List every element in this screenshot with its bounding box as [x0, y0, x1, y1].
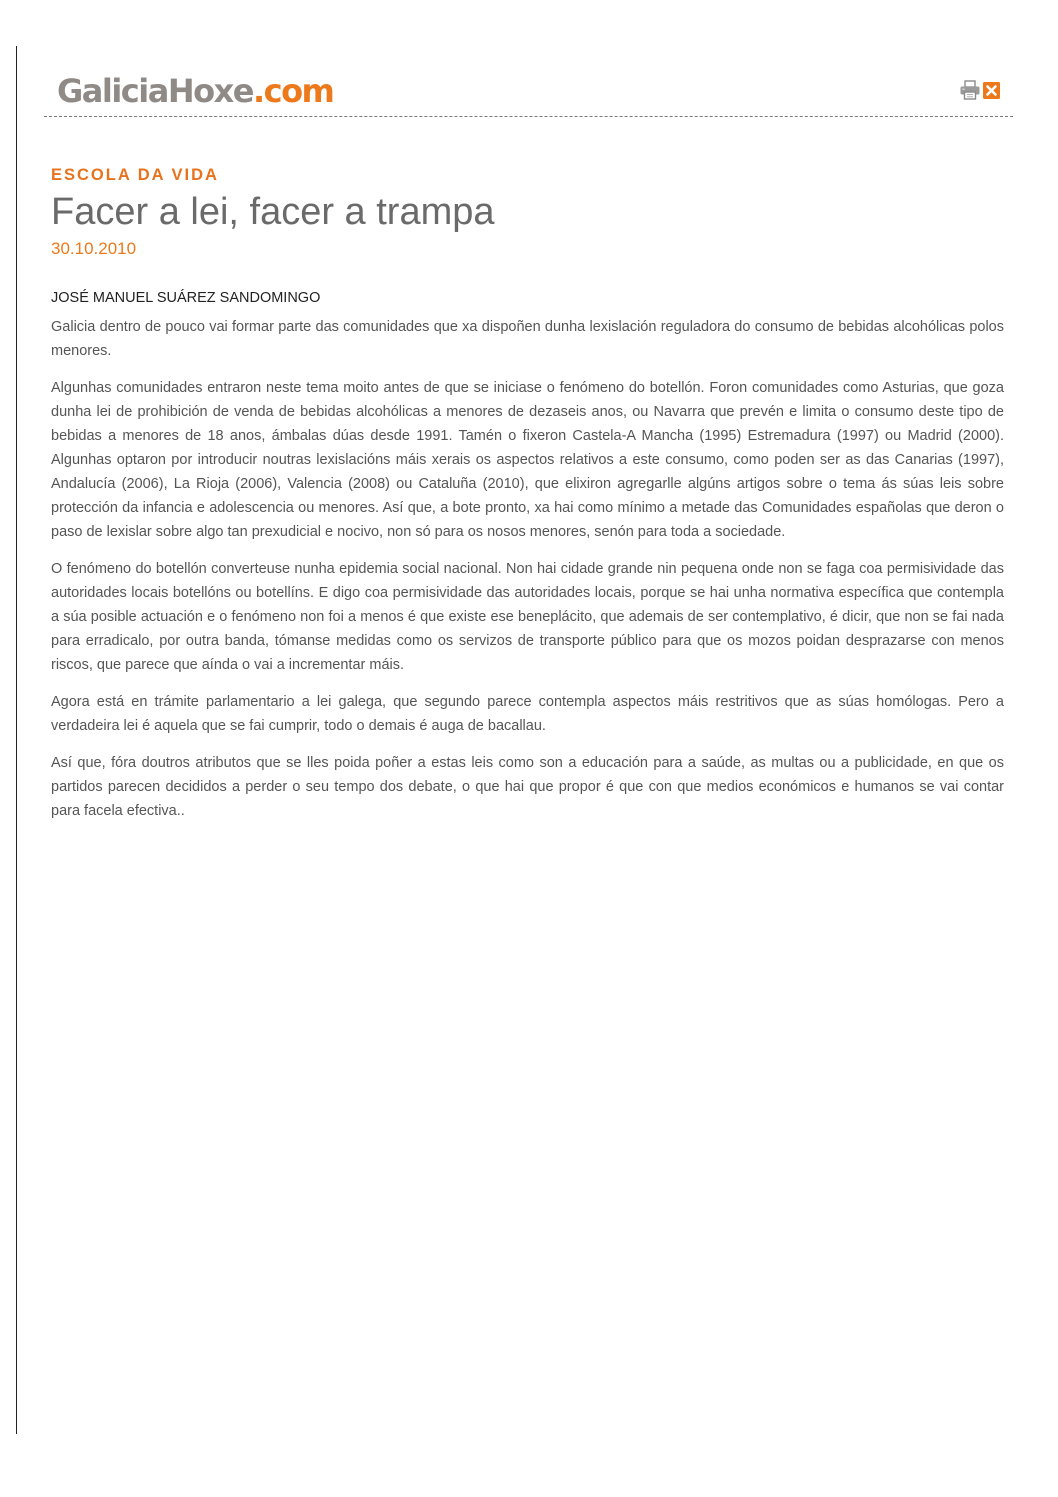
- print-button[interactable]: [959, 80, 981, 100]
- article-tools: [959, 80, 1000, 100]
- logo-brand-text: GaliciaHoxe: [57, 72, 253, 110]
- article-paragraph: Agora está en trámite parlamentario a lei galega, que segundo parece contempla aspectos máis restritivos que as súas homólogas. Pero a verdadeira lei é aquela que se fai cumprir, todo o demais é auga de bacallau.: [51, 694, 1004, 734]
- article-date: 30.10.2010: [51, 239, 137, 258]
- page-left-border: [16, 46, 17, 1434]
- article-paragraph: Galicia dentro de pouco vai formar parte das comunidades que xa dispoñen dunha lexislación reguladora do consumo de bebidas alcohólicas polos menores.: [51, 319, 1004, 359]
- article-paragraph: Así que, fóra doutros atributos que se lles poida poñer a estas leis como son a educación para a saúde, as multas ou a publicidade, en que os partidos parecen decididos a perder o seu tempo dos debate, o que hai que propor é que con que medios económicos e humanos se vai contar para facela efectiva..: [51, 755, 1004, 819]
- logo-tld-text: .com: [252, 72, 334, 110]
- article-paragraph: Algunhas comunidades entraron neste tema moito antes de que se iniciase o fenómeno do botellón. Foron comunidades como Asturias, que goza dunha lei de prohibición de venda de bebidas alcohólicas a menores de dezaseis anos, ou Navarra que prevén e limita o consumo deste tipo de bebidas a menores de 18 anos, ámbalas dúas desde 1991. Tamén o fixeron Castela-A Mancha (1995) Estremadura (1997) ou Madrid (2000). Algunhas optaron por introducir noutras lexislacións máis xerais os aspectos relativos a este consumo, como poden ser as das Canarias (1997), Andalucía (2006), La Rioja (2006), Valencia (2008) ou Cataluña (2010), que elixiron agregarlle algúns artigos sobre o tema ás súas leis sobre protección da infancia e adolescencia ou menores. Así que, a bote pronto, xa hai como mínimo a metade das Comunidades españolas que deron o paso de lexislar sobre algo tan prexudicial e nocivo, non só para os nosos menores, senón para toda a sociedade.: [51, 380, 1004, 540]
- article-author: JOSÉ MANUEL SUÁREZ SANDOMINGO: [51, 290, 321, 306]
- section-label: ESCOLA DA VIDA: [51, 166, 219, 184]
- print-icon: [959, 80, 981, 100]
- site-header: [44, 70, 1013, 117]
- article-title: Facer a lei, facer a trampa: [51, 191, 495, 233]
- article-paragraph: O fenómeno do botellón converteuse nunha epidemia social nacional. Non hai cidade grande nin pequena onde non se faga coa permisividade das autoridades locais botellóns ou botellíns. E digo coa permisividade das autoridades locais, porque se hai unha normativa específica que contempla a súa posible actuación e o fenómeno non foi a menos é que existe ese beneplácito, que ademais de ser contemplativo, é dicir, que non se fai nada para erradicalo, por outra banda, tómanse medidas como os servizos de transporte público para que os mozos poidan desprazarse con menos riscos, que parece que aínda o vai a incrementar máis.: [51, 561, 1004, 673]
- article-body: [51, 315, 1004, 823]
- site-logo[interactable]: [57, 72, 333, 110]
- article: [51, 161, 1004, 836]
- close-icon: [983, 82, 1000, 99]
- close-button[interactable]: [983, 82, 1000, 99]
